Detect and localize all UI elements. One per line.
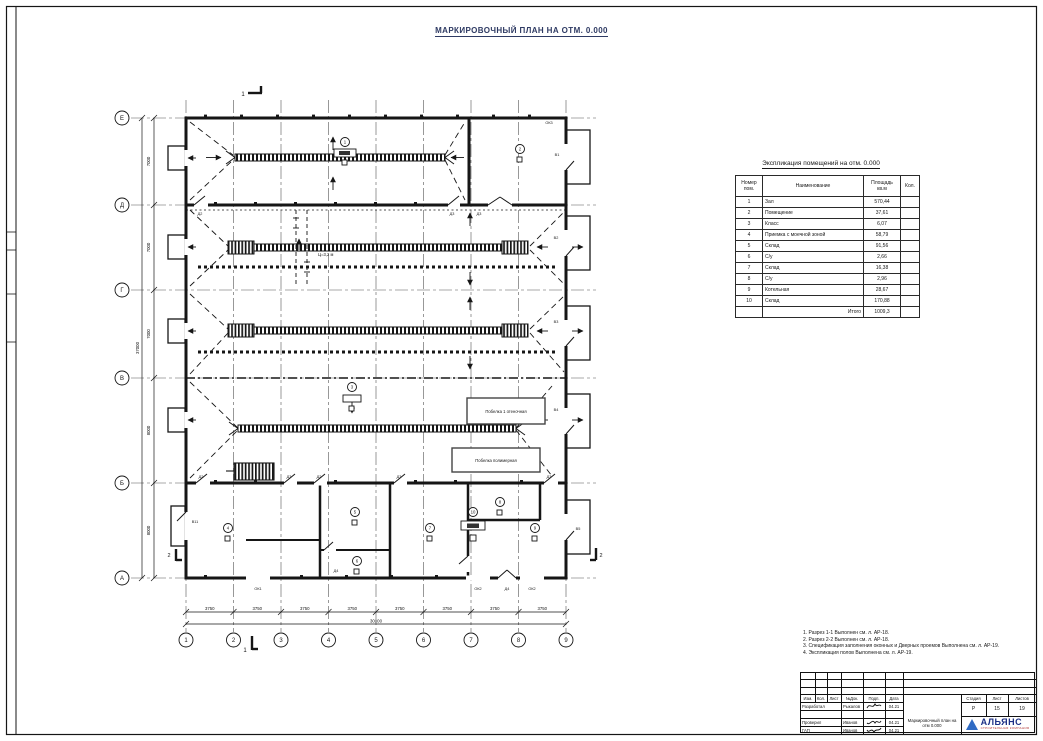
col-axis-labels xyxy=(184,638,568,644)
total-label: Итого xyxy=(763,307,864,318)
room-marker-label: 10 xyxy=(470,509,476,515)
tb-role: Проверил xyxy=(802,719,822,725)
table-header-row xyxy=(736,176,920,197)
col-axis-label: 7 xyxy=(469,638,473,644)
door-label: Д3 xyxy=(546,475,552,479)
window-label: ОК3 xyxy=(545,121,553,125)
wall-ticks xyxy=(204,115,531,578)
section-label: 1 xyxy=(241,92,245,98)
room-marker-label: 4 xyxy=(226,525,230,531)
tb-date: 04.21 xyxy=(888,719,900,725)
col-axis-label: 9 xyxy=(564,638,568,644)
row-axis-bubbles xyxy=(115,111,129,585)
note-line: 2. Разрез 2-2 Выполнен см. л. АР-18. xyxy=(803,636,890,643)
note-line: 3. Спецификация заполнения оконных и Дверных проемов Выполнена см. л. АР-19. xyxy=(803,643,1000,650)
company-logo xyxy=(961,716,1034,732)
tb-role: ГАП xyxy=(802,727,810,733)
section-marks xyxy=(176,86,596,650)
table-row: 2 Помещение 37,61 xyxy=(736,208,920,219)
section-label: 1 xyxy=(243,648,247,654)
tb-name: Рыкалов xyxy=(843,703,861,709)
room-marker-label: 9 xyxy=(533,525,537,531)
vent-label: В1 xyxy=(554,153,560,157)
signature-scribble xyxy=(866,702,882,710)
col-header-num: Номер пом. xyxy=(736,176,763,197)
row-axis-label: В xyxy=(119,376,125,382)
dim-label: 3750 xyxy=(395,606,405,611)
row-axis-labels xyxy=(120,116,124,582)
vent-label: В3 xyxy=(553,320,559,324)
tb-stage-value: Р xyxy=(971,705,976,712)
height-note-label: Ц=3,2 м xyxy=(318,252,334,257)
window-label: ОК2 xyxy=(528,587,536,591)
col-axis-label: 5 xyxy=(374,638,378,644)
col-axis-label: 4 xyxy=(326,638,331,644)
table-row: 1 Зал 570,44 xyxy=(736,197,920,208)
table-row: 5 Склад 91,56 xyxy=(736,241,920,252)
door-leaves xyxy=(177,161,574,578)
finish-note-label: Побелка 1 отеночная xyxy=(485,409,527,414)
room-marker-label: 2 xyxy=(518,146,522,152)
tb-date: 04.21 xyxy=(888,727,900,733)
door-gaps xyxy=(184,144,567,581)
dim-label: 7000 xyxy=(146,329,151,339)
tb-sheets-label: Листов xyxy=(1015,695,1029,701)
dim-label: 3750 xyxy=(252,606,263,611)
tb-date: 04.21 xyxy=(888,703,900,709)
tb-stage-label: Стадия xyxy=(966,695,981,701)
loading-docks xyxy=(168,130,590,554)
row-axis-label: А xyxy=(119,576,125,582)
col-axis-label: 2 xyxy=(231,638,236,644)
logo-name: АЛЬЯНС xyxy=(980,716,1023,727)
tb-name: Иванов xyxy=(843,719,858,725)
dim-label: 3750 xyxy=(300,606,310,611)
col-header-qty: Кол. xyxy=(901,176,920,197)
dim-label: 3750 xyxy=(205,606,215,611)
col-axis-label: 3 xyxy=(279,638,283,644)
tb-sheets-value: 19 xyxy=(1019,705,1025,712)
door-label: Д3 xyxy=(286,475,292,479)
tb-header-data: Дата xyxy=(889,695,899,701)
door-label: Д3 xyxy=(396,475,402,479)
drawing-title xyxy=(0,20,1043,38)
vent-label: В11 xyxy=(191,520,199,524)
table-row: 4 Приемка с моечной зоной 58,79 xyxy=(736,230,920,241)
tb-signature xyxy=(863,702,885,710)
sheet-frame xyxy=(7,7,1037,735)
tb-role: Разработал xyxy=(802,703,825,709)
door-label: Д2 xyxy=(198,475,204,479)
axis-lines xyxy=(131,100,596,632)
room-marker-label: 8 xyxy=(498,499,502,505)
room-marker-label: 5 xyxy=(353,509,357,515)
table-total-row xyxy=(736,307,920,318)
vent-label: В2 xyxy=(553,236,559,240)
room-marker-label: 3 xyxy=(350,384,354,390)
dim-label: 3750 xyxy=(442,606,453,611)
dimension-labels xyxy=(135,156,548,623)
dim-total-label: 37000 xyxy=(135,342,140,354)
tb-signature xyxy=(863,718,885,726)
door-label: Д4 xyxy=(333,569,339,573)
drawing-notes xyxy=(803,630,1035,656)
total-value: 1009,3 xyxy=(864,307,901,318)
logo-triangle-icon xyxy=(966,719,978,730)
finish-note-label: Побелка полимерная xyxy=(475,458,517,463)
dim-label: 3750 xyxy=(537,606,548,611)
table-row: 3 Класс 6,07 xyxy=(736,219,920,230)
note-line: 4. Экспликация полов Выполнена см. л. АР-19. xyxy=(803,649,913,656)
tb-doc-title: Маркировочный план на отм 0.000 xyxy=(907,718,957,728)
tb-header-dok: №Док. xyxy=(845,695,859,701)
tb-sheet-label: Лист xyxy=(992,695,1002,701)
door-label: Д2 xyxy=(316,475,322,479)
col-header-name: Наименование xyxy=(763,176,864,197)
tb-sheet-value: 15 xyxy=(994,705,1000,712)
finish-note-boxes xyxy=(452,398,545,472)
table-row: 8 С/у 2,96 xyxy=(736,274,920,285)
table-row: 9 Котельная 28,67 xyxy=(736,285,920,296)
vent-label: В4 xyxy=(553,408,559,412)
door-label: Д4 xyxy=(504,587,510,591)
signature-scribble xyxy=(866,726,882,734)
door-label: Д2 xyxy=(197,212,203,216)
row-axis-label: Д xyxy=(119,203,125,209)
feed-strips xyxy=(198,151,556,435)
tb-header-kol: Кол. xyxy=(816,695,826,701)
explication-title: Экспликация помещений на отм. 0.000 xyxy=(762,160,880,167)
titleblock xyxy=(800,672,1035,733)
section-mark-labels xyxy=(167,92,602,654)
table-row: 6 С/у 2,66 xyxy=(736,252,920,263)
room-marker-label: 7 xyxy=(428,525,432,531)
note-line: 1. Разрез 1-1 Выполнен см. л. АР-18. xyxy=(803,630,890,636)
dim-total-label: 30000 xyxy=(370,618,382,624)
window-label: ОК1 xyxy=(254,587,262,591)
tb-name: Иванов xyxy=(843,727,858,733)
tb-header-izm: Изм. xyxy=(803,695,813,701)
tb-signature xyxy=(863,726,885,734)
door-label: Д3 xyxy=(476,212,482,216)
logo-subtitle: СТРОИТЕЛЬНАЯ КОМПАНИЯ xyxy=(980,725,1030,730)
col-axis-label: 1 xyxy=(184,638,188,644)
page-title: МАРКИРОВОЧНЫЙ ПЛАН НА ОТМ. 0.000 xyxy=(435,26,608,35)
section-label: 2 xyxy=(599,553,603,559)
row-axis-label: Е xyxy=(119,116,125,122)
table-row: 10 Склад 170,88 xyxy=(736,296,920,307)
room-marker-label: 6 xyxy=(355,558,359,564)
col-axis-label: 8 xyxy=(516,638,521,644)
dim-label: 3750 xyxy=(490,606,500,611)
explication-table xyxy=(735,175,920,318)
window-label: ОК2 xyxy=(474,587,482,591)
table-row: 7 Склад 16,38 xyxy=(736,263,920,274)
signature-scribble xyxy=(866,718,882,726)
dim-label: 3750 xyxy=(347,606,358,611)
door-label: Д3 xyxy=(449,212,455,216)
room-marker-label: 1 xyxy=(343,139,347,145)
section-label: 2 xyxy=(167,553,171,559)
dim-label: 8000 xyxy=(146,425,151,436)
dim-label: 7000 xyxy=(146,156,151,167)
col-header-area: Площадь кв.м xyxy=(864,176,901,197)
dim-label: 7000 xyxy=(146,242,151,253)
tb-header-list: Лист xyxy=(829,695,839,701)
tb-header-podp: Подп. xyxy=(868,695,880,701)
row-axis-label: Г xyxy=(120,288,124,294)
dim-label: 8000 xyxy=(146,525,151,536)
col-axis-label: 6 xyxy=(421,638,426,644)
row-axis-label: Б xyxy=(120,481,124,487)
vent-label: В5 xyxy=(575,527,581,531)
explication xyxy=(735,160,915,318)
